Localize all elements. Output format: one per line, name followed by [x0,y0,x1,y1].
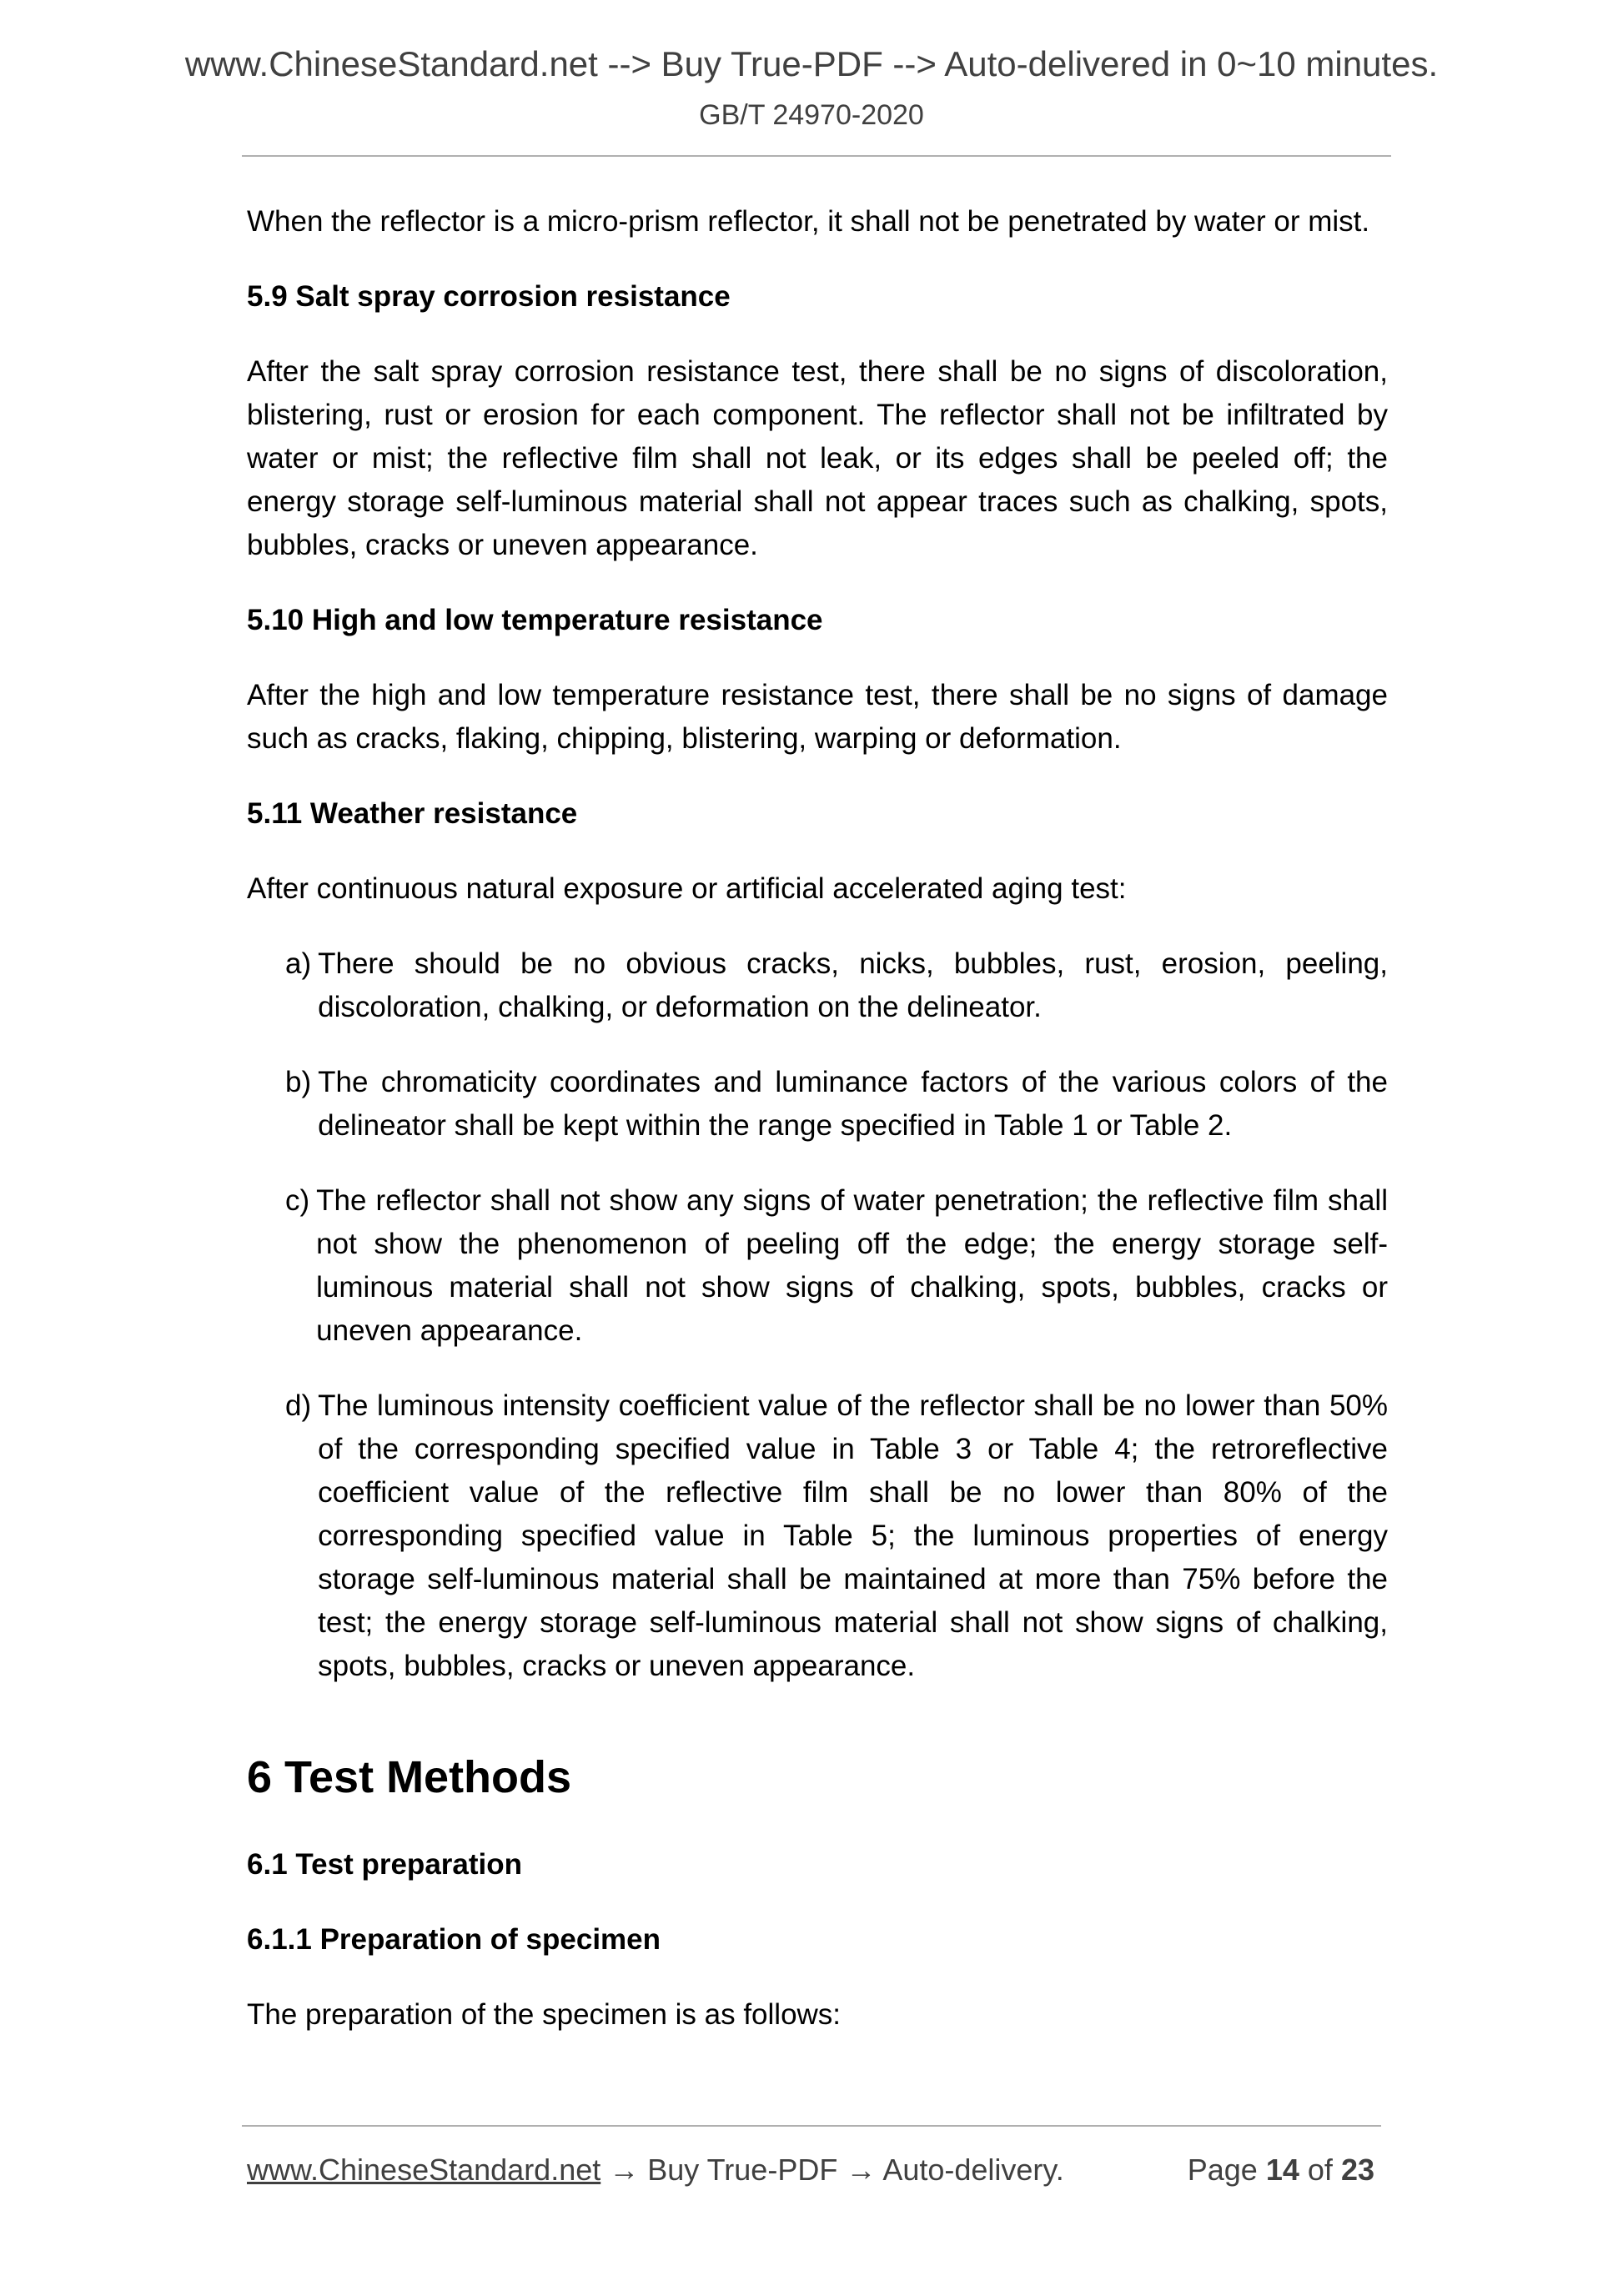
footer-site-link[interactable]: www.ChineseStandard.net [247,2153,601,2187]
list-text: The luminous intensity coefficient value of the reflector shall be no lower than 50% of the corresponding specified value in Table 3 or Table 4; the retroreflective coefficient value of the reflective film shall be no lower than 80% of the corresponding specified value in Table 5; the luminous properties of energy storage self-luminous material shall be maintained at more than 75% before the test; the energy storage self-luminous material shall not show signs of chalking, spots, bubbles, cracks or uneven appearance. [318,1389,1388,1682]
heading-5-10: 5.10 High and low temperature resistance [247,604,823,636]
list-text: There should be no obvious cracks, nicks, bubbles, rust, erosion, peeling, discoloration, chalking, or deformation on the delineator. [318,947,1388,1023]
heading-6: 6 Test Methods [247,1752,572,1802]
heading-6-1-1: 6.1.1 Preparation of specimen [247,1923,661,1956]
list-item [285,1384,1388,1688]
heading-6-1: 6.1 Test preparation [247,1848,523,1881]
page-number: 14 [1265,2153,1299,2187]
page-total: 23 [1340,2153,1374,2187]
page-footer [247,2149,1381,2191]
list-marker: b) [285,1066,312,1098]
page-indicator [1188,2149,1374,2191]
list-item [285,1179,1388,1353]
page-word: Page [1187,2153,1258,2187]
list-marker: d) [285,1389,312,1422]
list-item [285,1061,1388,1148]
list-text: The reflector shall not show any signs of water penetration; the reflective film shall not show the phenomenon of peeling off the edge; the energy storage self-luminous material shall not show signs of chalking, spots, bubbles, cracks or uneven appearance. [316,1184,1388,1347]
paragraph-5-10: After the high and low temperature resistance test, there shall be no signs of damage such as cracks, flaking, chipping, blistering, warping or deformation. [247,679,1388,755]
page-content [247,200,1388,2068]
heading-5-11: 5.11 Weather resistance [247,797,578,830]
site-banner: www.ChineseStandard.net --> Buy True-PDF --> Auto-delivered in 0~10 minutes. [184,44,1439,83]
list-marker: a) [285,947,312,980]
heading-5-9: 5.9 Salt spray corrosion resistance [247,280,731,313]
paragraph-6-1-1: The preparation of the specimen is as follows: [247,1998,842,2031]
of-word: of [1307,2153,1333,2187]
list-marker: c) [285,1184,310,1217]
intro-paragraph: When the reflector is a micro-prism reflector, it shall not be penetrated by water or mist. [247,205,1370,238]
header-divider [242,155,1391,157]
paragraph-5-9: After the salt spray corrosion resistance test, there shall be no signs of discoloration, blistering, rust or erosion for each component. The reflector shall not be infiltrated by water or mist; the reflective film shall not leak, or its edges shall be peeled off; the energy storage self-luminous material shall not appear traces such as chalking, spots, bubbles, cracks or uneven appearance. [247,355,1388,561]
paragraph-5-11: After continuous natural exposure or artificial accelerated aging test: [247,872,1127,905]
list-text: The chromaticity coordinates and luminance factors of the various colors of the delineator shall be kept within the range specified in Table 1 or Table 2. [318,1066,1388,1142]
footer-divider [242,2125,1381,2127]
list-item [285,942,1388,1029]
standard-code: GB/T 24970-2020 [699,99,924,131]
footer-tagline: → Buy True-PDF → Auto-delivery. [600,2153,1064,2187]
